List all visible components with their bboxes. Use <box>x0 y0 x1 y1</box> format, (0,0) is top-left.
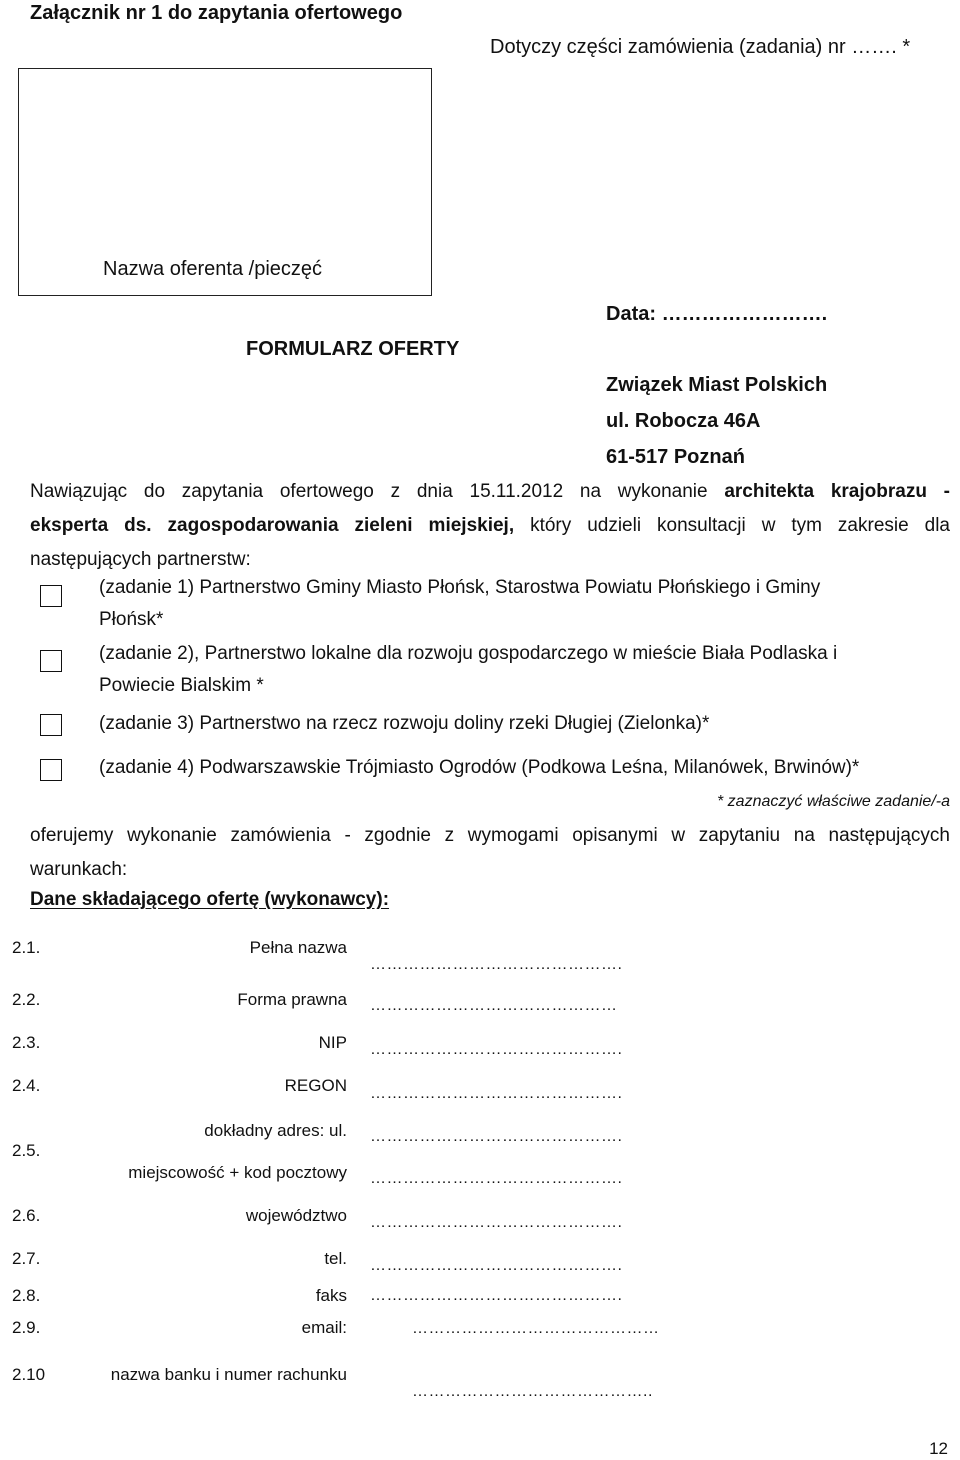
task-2-line1: (zadanie 2), Partnerstwo lokalne dla rozwoju gospodarczego w mieście Biała Podlaska i <box>99 643 838 664</box>
field-num-2-2: 2.2. <box>12 990 41 1009</box>
task-1-checkbox[interactable] <box>40 585 62 607</box>
field-num-2-1: 2.1. <box>12 938 41 957</box>
field-value-email[interactable]: ……………………………………… <box>412 1320 660 1337</box>
annex-title: Załącznik nr 1 do zapytania ofertowego <box>30 2 403 24</box>
task-4-checkbox[interactable] <box>40 759 62 781</box>
stamp-box[interactable] <box>18 68 432 296</box>
field-num-2-9: 2.9. <box>12 1318 41 1337</box>
field-label-street: dokładny adres: ul. <box>204 1121 347 1140</box>
field-value-phone[interactable]: ………………………………………. <box>370 1257 623 1274</box>
field-value-nip[interactable]: ………………………………………. <box>370 1041 623 1058</box>
intro-text: Nawiązując do zapytania ofertowego z dnia 15.11.2012 na wykonanie <box>30 481 725 502</box>
intro-bold-text-2: eksperta ds. zagospodarowania zieleni miejskiej, <box>30 515 515 536</box>
field-value-city-postcode[interactable]: ………………………………………. <box>370 1170 623 1187</box>
field-label-full-name: Pełna nazwa <box>249 938 347 957</box>
offer-line-2: warunkach: <box>30 859 128 880</box>
field-num-2-10: 2.10 <box>12 1365 46 1384</box>
recipient-street: ul. Robocza 46A <box>606 410 761 432</box>
field-label-phone: tel. <box>324 1249 347 1268</box>
task-1-line1: (zadanie 1) Partnerstwo Gminy Miasto Płońsk, Starostwa Powiatu Płońskiego i Gminy <box>99 577 821 598</box>
field-label-nip: NIP <box>318 1033 347 1052</box>
field-label-bank-account: nazwa banku i numer rachunku <box>110 1365 347 1384</box>
field-label-legal-form: Forma prawna <box>237 990 347 1009</box>
intro-bold-text: architekta krajobrazu - <box>724 481 950 502</box>
field-value-fax[interactable]: ………………………………………. <box>370 1287 623 1304</box>
task-1-line2: Płońsk* <box>99 609 164 630</box>
offer-line-1: oferujemy wykonanie zamówienia - zgodnie z wymogami opisanymi w zapytaniu na następujących <box>30 825 950 846</box>
intro-line-2 <box>30 509 950 543</box>
field-value-full-name[interactable]: ………………………………………. <box>370 956 623 973</box>
field-label-regon: REGON <box>284 1076 347 1095</box>
task-3-line1: (zadanie 3) Partnerstwo na rzecz rozwoju doliny rzeki Długiej (Zielonka)* <box>99 713 710 734</box>
field-value-regon[interactable]: ………………………………………. <box>370 1085 623 1102</box>
field-label-fax: faks <box>315 1286 347 1305</box>
field-num-2-5: 2.5. <box>12 1141 41 1160</box>
field-num-2-7: 2.7. <box>12 1249 41 1268</box>
intro-text-2: który udzieli konsultacji w tym zakresie dla <box>514 515 950 536</box>
intro-paragraph <box>30 475 950 577</box>
task-2-line2: Powiecie Bialskim * <box>99 675 264 696</box>
field-label-email: email: <box>301 1318 347 1337</box>
task-4-line1: (zadanie 4) Podwarszawskie Trójmiasto Ogrodów (Podkowa Leśna, Milanówek, Brwinów)* <box>99 757 860 778</box>
field-value-legal-form[interactable]: ……………………………………… <box>370 997 618 1014</box>
recipient-name: Związek Miast Polskich <box>606 374 828 396</box>
task-3-checkbox[interactable] <box>40 714 62 736</box>
field-value-bank-account[interactable]: …………………………………….. <box>412 1383 653 1400</box>
field-value-voivodeship[interactable]: ………………………………………. <box>370 1214 623 1231</box>
form-title: FORMULARZ OFERTY <box>246 338 460 360</box>
field-num-2-3: 2.3. <box>12 1033 41 1052</box>
field-label-voivodeship: województwo <box>245 1206 347 1225</box>
intro-line-3: następujących partnerstw: <box>30 549 251 570</box>
stamp-caption: Nazwa oferenta /pieczęć <box>103 258 323 280</box>
task-2-checkbox[interactable] <box>40 650 62 672</box>
selection-note: * zaznaczyć właściwe zadanie/-a <box>717 793 950 810</box>
intro-line-1 <box>30 475 950 509</box>
section-title-text: Dane składającego ofertę (wykonawcy): <box>30 889 390 910</box>
date-line: Data: ……………………. <box>606 303 828 325</box>
part-line: Dotyczy części zamówienia (zadania) nr ……. * <box>490 36 911 58</box>
field-num-2-8: 2.8. <box>12 1286 41 1305</box>
recipient-city: 61-517 Poznań <box>606 446 745 468</box>
field-num-2-4: 2.4. <box>12 1076 41 1095</box>
offer-paragraph <box>30 819 950 887</box>
field-label-city-postcode: miejscowość + kod pocztowy <box>128 1163 347 1182</box>
field-value-street[interactable]: ………………………………………. <box>370 1128 623 1145</box>
field-num-2-6: 2.6. <box>12 1206 41 1225</box>
section-title <box>30 889 389 911</box>
page-number: 12 <box>929 1439 948 1458</box>
